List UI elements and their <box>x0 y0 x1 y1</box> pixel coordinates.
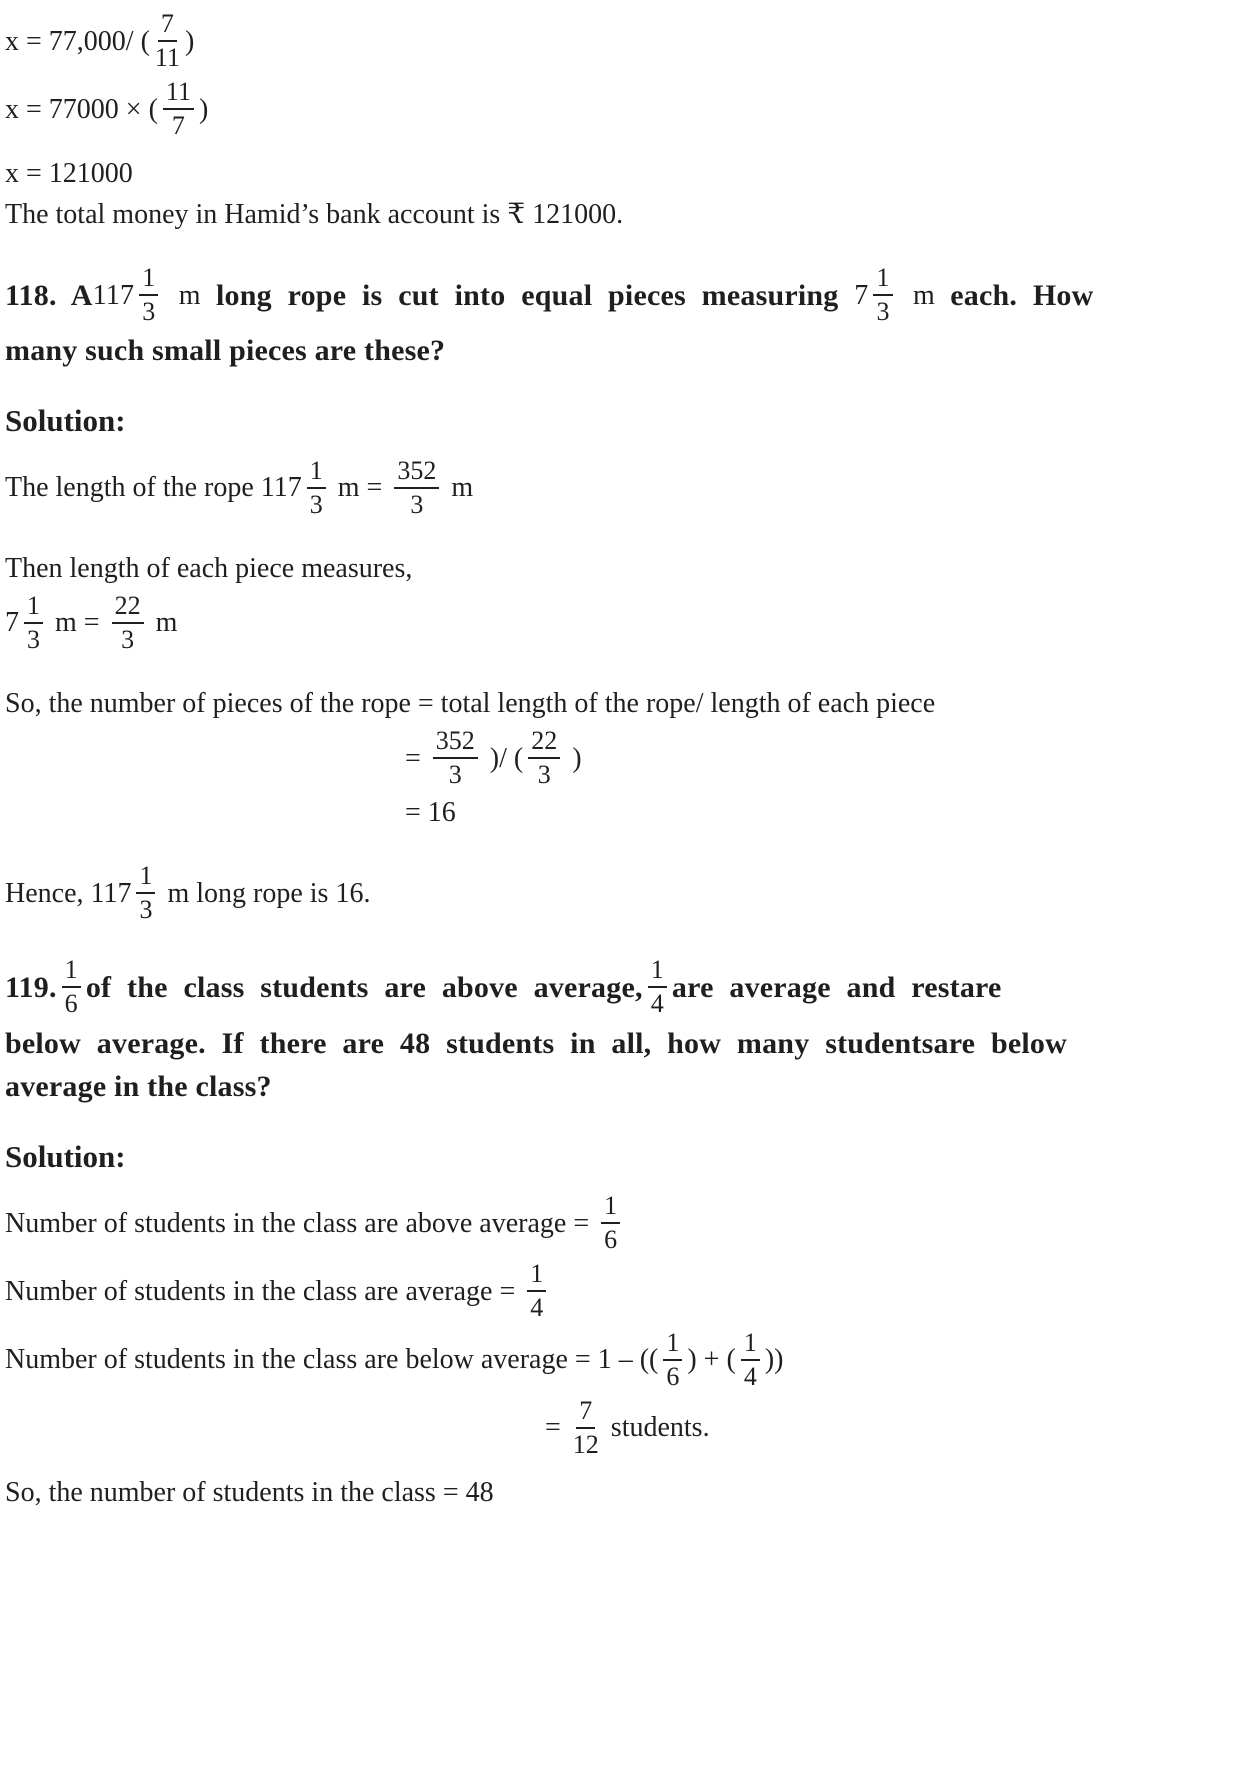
sol-118-pieces-formula <box>5 686 1245 721</box>
fraction <box>663 1329 682 1391</box>
sol-118-rope-length <box>5 457 1245 519</box>
fraction-numerator: 1 <box>741 1329 760 1361</box>
fraction <box>163 78 194 140</box>
fraction-denominator: 3 <box>142 297 156 327</box>
text-run: Number of students in the class are below average = 1 – (( <box>5 1344 659 1376</box>
question-118-line-1 <box>5 264 1245 326</box>
text-run: m <box>163 279 217 311</box>
text-run: Hence, 117 <box>5 877 132 909</box>
eq-x-77000-divide <box>5 10 1245 72</box>
question-119-line-2 <box>5 1025 1245 1063</box>
fraction <box>573 1397 599 1459</box>
fraction-denominator: 7 <box>171 111 185 141</box>
text-run: m <box>148 607 178 639</box>
fraction <box>601 1192 620 1254</box>
fraction-numerator: 1 <box>307 457 326 489</box>
text-run: m <box>444 472 474 504</box>
sol-119-average <box>5 1260 1245 1322</box>
sol-119-above-average <box>5 1192 1245 1254</box>
fraction-numerator: 1 <box>139 264 158 296</box>
fraction-denominator: 3 <box>448 760 462 790</box>
text-run: ) + ( <box>687 1344 736 1376</box>
text-run: students. <box>603 1412 710 1444</box>
fraction <box>528 727 560 789</box>
fraction-denominator: 12 <box>572 1429 599 1459</box>
text-run: ) <box>565 742 582 774</box>
fraction-denominator: 3 <box>139 895 153 925</box>
text-run: of the class students are above average, <box>85 970 643 1004</box>
text-run: Number of students in the class are average = <box>5 1275 523 1307</box>
fraction <box>112 592 144 654</box>
fraction-denominator: 3 <box>309 489 323 519</box>
fraction <box>394 457 439 519</box>
fraction <box>741 1329 760 1391</box>
text-run: = <box>545 1412 568 1444</box>
text-run: m long rope is 16. <box>160 877 371 909</box>
fraction <box>62 956 81 1018</box>
fraction-denominator: 4 <box>530 1293 544 1323</box>
text-run: are average and restare <box>671 970 1002 1004</box>
fraction <box>433 727 478 789</box>
text-run: = 16 <box>405 797 456 829</box>
fraction-denominator: 4 <box>743 1361 757 1391</box>
fraction-denominator: 3 <box>537 760 551 790</box>
fraction-numerator: 1 <box>873 264 892 296</box>
sol-118-hence <box>5 862 1245 924</box>
text-run: ) <box>198 93 209 125</box>
text-run: long rope is cut into equal pieces measuring <box>216 278 855 312</box>
text-run: Solution: <box>5 402 126 438</box>
fraction-numerator: 22 <box>112 592 144 624</box>
sol-118-each-piece-text <box>5 551 1245 586</box>
text-run: Solution: <box>5 1138 126 1174</box>
fraction-denominator: 4 <box>650 989 664 1019</box>
text-run: m = <box>48 607 107 639</box>
text-run: 117 <box>92 279 135 311</box>
question-119-line-1 <box>5 956 1245 1018</box>
solution-118-heading <box>5 402 1245 441</box>
text-run: x = 77000 × ( <box>5 93 158 125</box>
sol-119-below-average <box>5 1329 1245 1391</box>
fraction-numerator: 1 <box>601 1192 620 1224</box>
fraction-numerator: 22 <box>528 727 560 759</box>
text-run: 7 <box>854 279 869 311</box>
fraction-numerator: 1 <box>24 592 43 624</box>
sol-118-division-step <box>405 727 1245 789</box>
fraction-numerator: 1 <box>136 862 155 894</box>
question-118-line-2 <box>5 332 1245 370</box>
text-run: = <box>405 742 428 774</box>
fraction-numerator: 1 <box>648 956 667 988</box>
fraction-numerator: 7 <box>576 1397 595 1429</box>
fraction-numerator: 1 <box>62 956 81 988</box>
text-run: x = 121000 <box>5 158 133 190</box>
fraction <box>648 956 667 1018</box>
fraction-denominator: 3 <box>876 297 890 327</box>
fraction-denominator: 3 <box>410 489 424 519</box>
text-run: 119. <box>5 970 57 1004</box>
text-run: m <box>897 279 951 311</box>
eq-x-77000-multiply <box>5 78 1245 140</box>
fraction <box>136 862 155 924</box>
text-run: average in the class? <box>5 1070 272 1103</box>
sol-118-result-16 <box>405 795 1245 830</box>
text-run: below average. If there are 48 students in all, how many studentsare below <box>5 1026 1067 1060</box>
text-run: each. How <box>950 278 1094 312</box>
solution-119-heading <box>5 1138 1245 1177</box>
text-run: 7 <box>5 607 19 639</box>
fraction-denominator: 6 <box>604 1225 618 1255</box>
fraction <box>155 10 180 72</box>
answer-hamid-bank <box>5 197 1245 232</box>
fraction <box>24 592 43 654</box>
text-run: )/ ( <box>482 742 524 774</box>
sol-119-fraction-result <box>545 1397 1245 1459</box>
fraction <box>139 264 158 326</box>
eq-x-121000 <box>5 156 1245 191</box>
fraction-numerator: 352 <box>394 457 439 489</box>
text-run: The total money in Hamid’s bank account is ₹ 121000. <box>5 199 624 231</box>
fraction-denominator: 11 <box>154 43 180 73</box>
text-run: Number of students in the class are above average = <box>5 1207 597 1239</box>
text-run: The length of the rope 117 <box>5 472 302 504</box>
text-run: many such small pieces are these? <box>5 334 446 368</box>
fraction-numerator: 7 <box>158 10 177 42</box>
question-119-line-3 <box>5 1068 1245 1106</box>
fraction-numerator: 1 <box>527 1260 546 1292</box>
text-run: m = <box>330 472 390 504</box>
fraction-numerator: 352 <box>433 727 478 759</box>
fraction-denominator: 3 <box>27 624 40 654</box>
text-run: So, the number of pieces of the rope = total length of the rope/ length of each piece <box>5 688 936 720</box>
sol-119-total-students <box>5 1475 1245 1510</box>
text-run: So, the number of students in the class = 48 <box>5 1476 494 1508</box>
sol-118-each-piece-eq <box>5 592 1245 654</box>
fraction-numerator: 1 <box>663 1329 682 1361</box>
fraction-denominator: 6 <box>64 989 78 1019</box>
fraction <box>873 264 892 326</box>
text-run: x = 77,000/ ( <box>5 25 150 57</box>
text-run: ) <box>184 25 195 57</box>
fraction <box>307 457 326 519</box>
text-run: Then length of each piece measures, <box>5 552 413 584</box>
text-run: 118. A <box>5 278 93 312</box>
fraction-numerator: 11 <box>163 78 194 110</box>
fraction-denominator: 6 <box>666 1361 680 1391</box>
fraction <box>527 1260 546 1322</box>
text-run: )) <box>764 1344 784 1376</box>
fraction-denominator: 3 <box>121 624 135 654</box>
